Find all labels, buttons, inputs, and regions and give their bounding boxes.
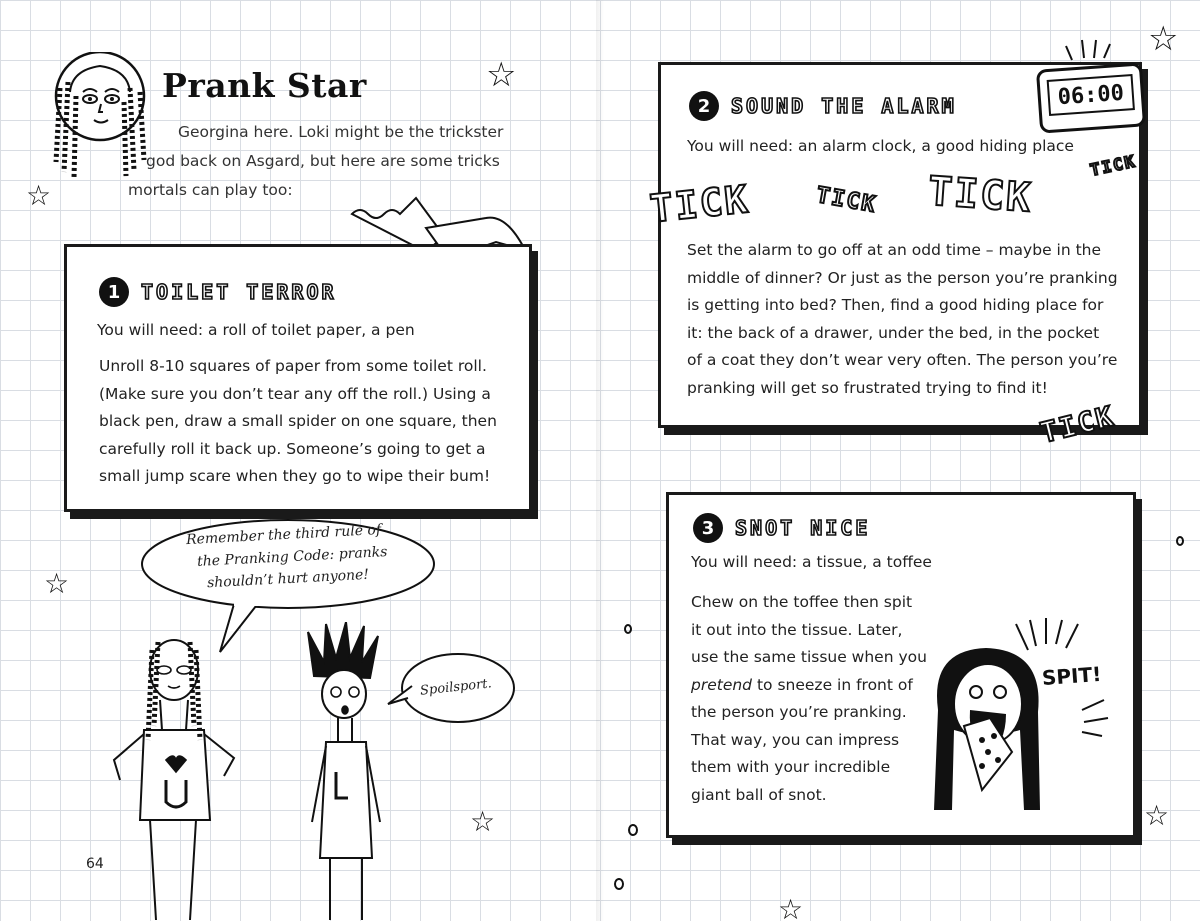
star-doodle: ☆: [486, 55, 517, 95]
speech-rule-line-3: shouldn’t hurt anyone!: [206, 566, 370, 592]
star-doodle: ☆: [1144, 799, 1170, 832]
alarm-clock-display: 06:00: [1047, 74, 1135, 116]
intro-line-1: Georgina here. Loki might be the trickster: [178, 123, 504, 141]
prank-3-emphasis: pretend: [691, 675, 753, 694]
tick-sound-effect: TICK: [1037, 399, 1119, 450]
prank-3-line: [691, 672, 941, 700]
star-doodle: ☆: [470, 805, 496, 838]
star-doodle: ☆: [1148, 19, 1179, 59]
prank-2-title: SOUND THE ALARM: [731, 94, 957, 118]
prank-2-line: it: the back of a drawer, under the bed, in the pocket: [687, 323, 1100, 342]
prank-3-line-rest: to sneeze in front of: [756, 675, 913, 694]
prank-3-title: SNOT NICE: [735, 516, 871, 540]
georgina-portrait: [50, 52, 154, 182]
prank-3-line: use the same tissue when you: [691, 648, 927, 666]
page-title: Prank Star: [162, 66, 367, 105]
prank-3-line: That way, you can impress: [691, 730, 900, 749]
prank-box-toilet-terror: [64, 244, 532, 512]
prank-1-heading: [99, 277, 337, 307]
prank-2-line: of a coat they don’t wear very often. The person you’re: [687, 351, 1118, 369]
prank-1-line: small jump scare when they go to wipe their bum!: [99, 467, 491, 485]
prank-3-heading: [693, 513, 870, 543]
spiky-hair-character: [290, 622, 400, 920]
page-number: 64: [86, 856, 104, 872]
prank-2-instructions: [687, 237, 1127, 402]
intro-line-3: mortals can play too:: [128, 181, 293, 199]
prank-1-materials: You will need: a roll of toilet paper, a pen: [97, 321, 415, 339]
prank-1-line: Unroll 8-10 squares of paper from some toilet roll.: [99, 357, 487, 375]
prank-2-line: middle of dinner? Or just as the person you’re pranking: [687, 268, 1118, 287]
prank-2-number: 2: [689, 91, 719, 121]
spit-sound-effect: SPIT!: [1041, 661, 1103, 691]
speech-rule-line-1: Remember the third rule of: [185, 521, 382, 549]
prank-3-instructions: [691, 589, 941, 809]
page-gutter: [596, 0, 604, 921]
prank-1-line: (Make sure you don’t tear any off the roll.) Using a: [99, 384, 491, 403]
prank-3-line: it out into the tissue. Later,: [691, 620, 903, 639]
prank-2-line: is getting into bed? Then, find a good hiding place for: [687, 296, 1104, 314]
tick-sound-effect: TICK: [647, 176, 752, 232]
speech-spoilsport: Spoilsport.: [419, 676, 493, 699]
alarm-clock-illustration: [1036, 62, 1146, 133]
prank-3-line: Chew on the toffee then spit: [691, 593, 913, 611]
georgina-character: [100, 630, 250, 920]
prank-3-line: them with your incredible: [691, 758, 891, 776]
prank-3-line: the person you’re pranking.: [691, 703, 907, 721]
tick-sound-effect: TICK: [1088, 151, 1138, 180]
prank-2-line: Set the alarm to go off at an odd time – maybe in the: [687, 241, 1102, 259]
prank-1-instructions: [99, 353, 529, 491]
prank-1-number: 1: [99, 277, 129, 307]
tick-sound-effect: TICK: [926, 168, 1034, 222]
prank-3-line: giant ball of snot.: [691, 785, 827, 804]
alarm-ring-lines: [1058, 36, 1118, 64]
tick-sound-effect: TICK: [814, 182, 879, 219]
prank-2-heading: [689, 91, 957, 121]
snot-drop: [1176, 536, 1184, 546]
snot-drop: [624, 624, 632, 634]
prank-1-line: black pen, draw a small spider on one square, then: [99, 412, 497, 430]
star-doodle: ☆: [778, 893, 804, 921]
snot-drop: [614, 878, 624, 890]
prank-3-number: 3: [693, 513, 723, 543]
star-doodle: ☆: [44, 567, 70, 600]
star-doodle: ☆: [26, 179, 52, 212]
intro-line-2: god back on Asgard, but here are some tricks: [146, 152, 500, 170]
prank-1-title: TOILET TERROR: [141, 280, 337, 304]
snot-drop: [628, 824, 638, 836]
prank-2-materials: You will need: an alarm clock, a good hiding place: [687, 137, 1074, 155]
prank-2-line: pranking will get so frustrated trying to find it!: [687, 378, 1048, 397]
prank-3-materials: You will need: a tissue, a toffee: [691, 553, 932, 571]
speech-rule-line-2: the Pranking Code: pranks: [196, 544, 388, 570]
prank-1-line: carefully roll it back up. Someone’s going to get a: [99, 439, 486, 458]
